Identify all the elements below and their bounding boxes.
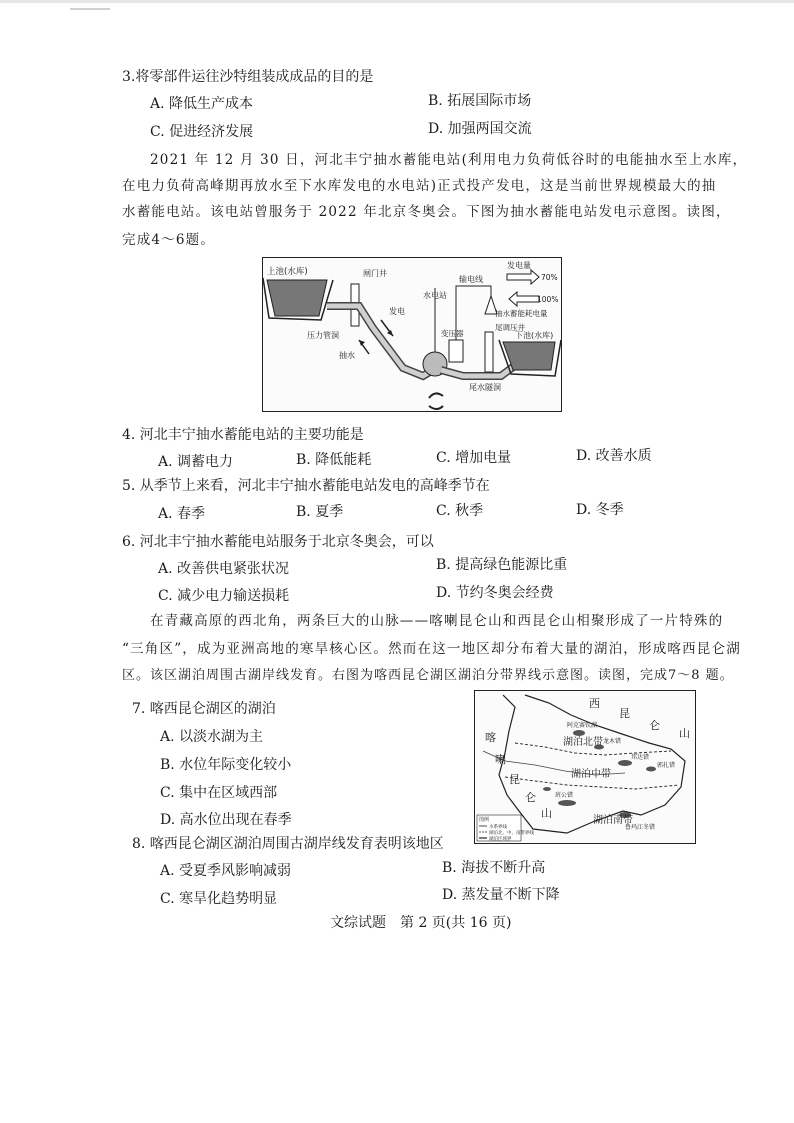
q8-option-c: C. 寒旱化趋势明显 [160, 891, 278, 907]
map-legend-item: 水系界线 [489, 825, 507, 830]
map-legend-item: 湖泊北、中、南带界线 [489, 831, 534, 836]
generate-label: 发电 [389, 307, 405, 316]
hydro-station-label: 水电站 [423, 291, 447, 300]
q5-option-d: D. 冬季 [576, 502, 624, 518]
q3-option-c: C. 促进经济发展 [150, 124, 254, 140]
surge-well-label: 尾调压井 [495, 323, 525, 332]
pump-label: 抽水 [339, 351, 355, 360]
scan-edge-mark [0, 0, 794, 3]
transmission-line-label: 输电线 [459, 275, 483, 284]
map-label-lun: 仑 [649, 719, 660, 732]
map-label-xi: 西 [589, 697, 600, 710]
q5-stem: 5. 从季节上来看，河北丰宁抽水蓄能电站发电的高峰季节在 [122, 478, 490, 494]
map-lake-name: 鲁玛江冬错 [625, 824, 656, 831]
upper-reservoir-label: 上池(水库) [267, 267, 308, 277]
map-label-ka: 喀 [485, 731, 496, 744]
transformer-box [449, 340, 463, 362]
pumped-storage-diagram [262, 257, 562, 412]
map-central-zone: 湖泊中带 [571, 769, 611, 780]
q3-option-b: B. 拓展国际市场 [428, 93, 532, 109]
lake-zone-map [474, 690, 696, 844]
power-gen-label: 发电量 [507, 261, 531, 270]
flow-arrow [429, 406, 443, 409]
page-footer: 文综试题 第 2 页(共 16 页) [330, 915, 512, 931]
lake-shape [543, 787, 551, 791]
map-south-zone: 湖泊南带 [593, 815, 633, 826]
pump-consume-arrow [509, 292, 539, 306]
lake-shape [646, 767, 656, 772]
lake-shape [618, 760, 632, 766]
map-legend-item: 湖泊区域界 [489, 837, 512, 842]
q8-option-d: D. 蒸发量不断下降 [442, 887, 560, 903]
pressure-tunnel-pipe-inner [327, 306, 433, 376]
map-lake-name: 邦达错 [631, 754, 650, 761]
q7-option-b: B. 水位年际变化较小 [160, 757, 292, 773]
lake-shape [573, 730, 585, 736]
map-lake-name: 班公错 [555, 792, 574, 799]
lake-zone-map-svg [475, 691, 695, 843]
q4-option-a: A. 调蓄电力 [158, 454, 234, 470]
map-north-zone: 湖泊北带 [563, 737, 603, 748]
map-lake-name: 龙木错 [603, 738, 622, 745]
q6-stem: 6. 河北丰宁抽水蓄能电站服务于北京冬奥会，可以 [122, 534, 434, 550]
flow-arrow [429, 393, 443, 398]
scan-edge-mark [70, 8, 110, 10]
surge-well [485, 332, 493, 372]
map-legend-title: 图例 [479, 817, 490, 823]
q6-option-c: C. 减少电力输送损耗 [158, 588, 290, 604]
q4-stem: 4. 河北丰宁抽水蓄能电站的主要功能是 [122, 427, 364, 443]
q7-option-c: C. 集中在区域西部 [160, 785, 278, 801]
map-label-shan: 山 [679, 727, 690, 740]
pump-consume-label: 抽水蓄能耗电量 [495, 309, 548, 318]
q4-option-d: D. 改善水质 [576, 448, 652, 464]
q5-option-c: C. 秋季 [436, 503, 484, 519]
upper-reservoir-water [267, 280, 327, 316]
q6-option-b: B. 提高绿色能源比重 [436, 557, 568, 573]
q3-stem: 3.将零部件运往沙特组装成成品的目的是 [122, 69, 374, 85]
q4-option-c: C. 增加电量 [436, 450, 512, 466]
power-gen-arrow [507, 270, 539, 284]
q6-option-d: D. 节约冬奥会经费 [436, 585, 554, 601]
pressure-tunnel-label: 压力管洞 [307, 331, 339, 340]
power-gen-pct: 70% [541, 273, 558, 282]
q8-stem: 8. 喀西昆仑湖区湖泊周围古湖岸线发育表明该地区 [132, 836, 444, 852]
lower-reservoir-label: 下池(水库) [515, 331, 554, 340]
q7-stem: 7. 喀西昆仑湖区的湖泊 [132, 701, 276, 717]
generate-arrow-head [387, 330, 393, 336]
q3-option-a: A. 降低生产成本 [150, 96, 254, 112]
passage2-line: 区。该区湖泊周围古湖岸线发育。右图为喀西昆仑湖区湖泊分带界线示意图。读图，完成7～8 题。 [122, 668, 734, 683]
map-label-lun2: 仑 [525, 791, 536, 804]
map-label-kun2: 昆 [509, 773, 520, 786]
q5-option-b: B. 夏季 [296, 504, 344, 520]
passage1-line: 2021 年 12 月 30 日，河北丰宁抽水蓄能电站(利用电力负荷低谷时的电能抽水至上水库， [150, 152, 748, 168]
lake-shape [558, 800, 576, 806]
map-label-shan2: 山 [541, 807, 552, 820]
passage1-line: 完成4～6题。 [122, 232, 216, 248]
map-label-kun: 昆 [619, 707, 630, 720]
gate-well-label: 闸门井 [363, 269, 387, 278]
q4-option-b: B. 降低能耗 [296, 452, 372, 468]
passage1-line: 在电力负荷高峰期再放水至下水库发电的水电站)正式投产发电，这是当前世界规模最大的抽 [122, 178, 717, 194]
map-lake-name: 阿克赛钦湖 [567, 722, 598, 729]
q6-option-a: A. 改善供电紧张状况 [158, 561, 290, 577]
tail-tunnel-label: 尾水隧洞 [469, 383, 501, 392]
passage1-line: 水蓄能电站。该电站曾服务于 2022 年北京冬奥会。下图为抽水蓄能电站发电示意图。读图， [122, 204, 731, 220]
passage2-line: “三角区”，成为亚洲高地的寒旱核心区。然而在这一地区却分布着大量的湖泊，形成喀西昆仑湖 [122, 641, 741, 657]
q5-option-a: A. 春季 [158, 506, 206, 522]
q7-option-d: D. 高水位出现在春季 [160, 812, 292, 828]
transformer-label: 变压器 [441, 329, 464, 338]
q8-option-b: B. 海拔不断升高 [442, 860, 546, 876]
map-label-la: 喇 [495, 753, 506, 766]
q3-option-d: D. 加强两国交流 [428, 121, 532, 137]
passage2-line: 在青藏高原的西北角，两条巨大的山脉——喀喇昆仑山和西昆仑山相聚形成了一片特殊的 [150, 613, 724, 629]
pump-consume-pct: 100% [537, 295, 559, 304]
map-lake-name: 郭扎错 [657, 762, 676, 769]
q7-option-a: A. 以淡水湖为主 [160, 729, 264, 745]
pumped-storage-svg [263, 258, 561, 411]
q8-option-a: A. 受夏季风影响减弱 [160, 863, 292, 879]
